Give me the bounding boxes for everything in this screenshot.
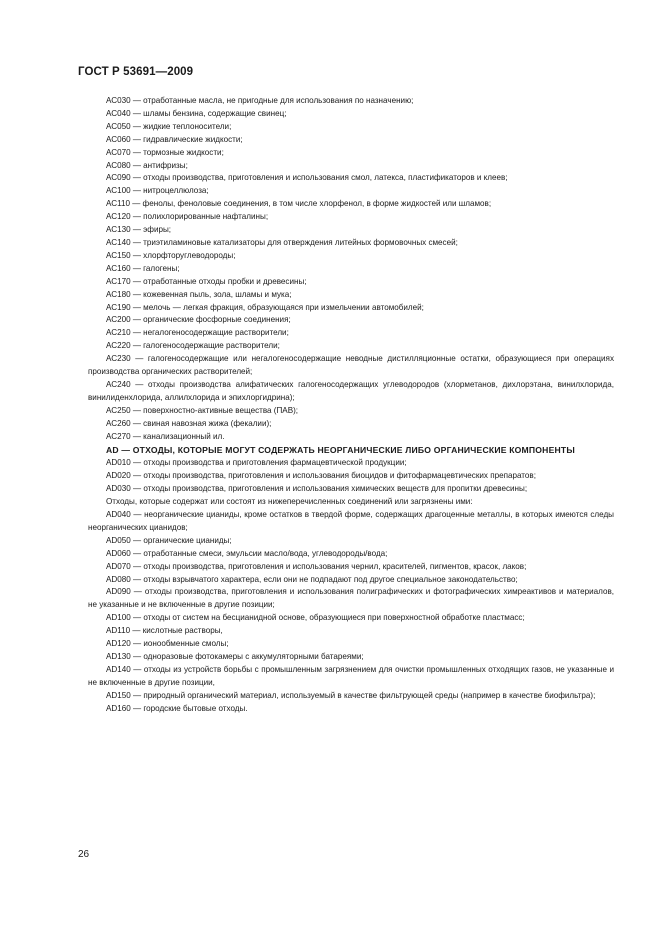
entry-ad120: AD120 — ионообменные смолы; (106, 639, 229, 649)
entry-ac240: АС240 — отходы производства алифатических галогеносодержащих углеводородов (хлорметанов, дихлорэтана, винилхлорида, винилиденхлорида, аллилхлорида и эпихлоргидрина); (88, 379, 614, 402)
entry-ac130: АС130 — эфиры; (106, 225, 172, 235)
entry-ac070: АС070 — тормозные жидкости; (106, 147, 224, 157)
page-header: ГОСТ Р 53691—2009 (78, 66, 194, 78)
entry-ac250: АС250 — поверхностно-активные вещества (ПАВ); (106, 405, 299, 415)
entry-ad070: AD070 — отходы производства, приготовления и использования чернил, красителей, пигментов, красок, лаков; (106, 561, 527, 571)
entry-ac060: АС060 — гидравлические жидкости; (106, 134, 243, 144)
entry-ad060: AD060 — отработанные смеси, эмульсии масло/вода, углеводороды/вода; (106, 548, 388, 558)
entry-ac230: АС230 — галогеносодержащие или негалогеносодержащие неводные дистилляционные остатки, образующиеся при операциях производства органических растворителей; (88, 354, 614, 377)
entry-ac270: АС270 — канализационный ил. (106, 431, 225, 441)
entry-ac030: АС030 — отработанные масла, не пригодные для использования по назначению; (106, 96, 414, 105)
entry-ad130: AD130 — одноразовые фотокамеры с аккумуляторными батареями; (106, 651, 364, 661)
entry-ad030: AD030 — отходы производства, приготовления и использования химических веществ для пропитки древесины; (106, 484, 528, 494)
entry-ac260: АС260 — свиная навозная жижа (фекалии); (106, 418, 272, 428)
entry-ac160: АС160 — галогены; (106, 263, 180, 273)
entry-compounds-intro: Отходы, которые содержат или состоят из нижеперечисленных соединений или загрязнены ими: (106, 497, 473, 507)
entry-ac100: АС100 — нитроцеллюлоза; (106, 186, 209, 196)
entry-ad010: AD010 — отходы производства и приготовления фармацевтической продукции; (106, 458, 407, 468)
entry-ad140: AD140 — отходы из устройств борьбы с промышленным загрязнением для очистки промышленных отходящих газов, не указанные и не включенные в другие позиции, (88, 664, 614, 687)
entry-ad160: AD160 — городские бытовые отходы. (106, 703, 248, 713)
entry-ad040: AD040 — неорганические цианиды, кроме остатков в твердой форме, содержащих драгоценные металлы, в которых имеются следы неорганических цианидов; (88, 510, 614, 532)
entry-ac170: АС170 — отработанные отходы пробки и древесины; (106, 276, 307, 286)
entry-ad100: AD100 — отходы от систем на бесцианидной основе, образующиеся при поверхностной обработке пластмасс; (106, 613, 525, 623)
entry-ac190: АС190 — мелочь — легкая фракция, образующаяся при измельчении автомобилей; (106, 302, 424, 312)
entry-ad090: AD090 — отходы производства, приготовления и использования полиграфических и фотографических химреактивов и материалов, не указанные и не включенные в другие позиции; (88, 587, 614, 610)
section-heading-ad: AD — ОТХОДЫ, КОТОРЫЕ МОГУТ СОДЕРЖАТЬ НЕОРГАНИЧЕСКИЕ ЛИБО ОРГАНИЧЕСКИЕ КОМПОНЕНТЫ (106, 445, 575, 456)
entry-ad110: AD110 — кислотные растворы, (106, 626, 223, 636)
entry-ac080: АС080 — антифризы; (106, 160, 188, 170)
entry-ad080: AD080 — отходы взрывчатого характера, если они не подпадают под другое специальное законодательство; (106, 574, 518, 584)
page-number: 26 (78, 849, 90, 860)
entry-ad050: AD050 — органические цианиды; (106, 535, 232, 545)
entry-ac120: АС120 — полихлорированные нафталины; (106, 212, 269, 222)
entry-ad150: AD150 — природный органический материал, используемый в качестве фильтрующей среды (например в качестве биофильтра); (106, 690, 596, 700)
entry-ac140: АС140 — триэтиламиновые катализаторы для отверждения литейных формовочных смесей; (106, 237, 458, 247)
entry-ac090: АС090 — отходы производства, приготовления и использования смол, латекса, пластификаторов и клеев; (106, 173, 508, 183)
document-body (88, 95, 614, 716)
entry-ac200: АС200 — органические фосфорные соединения; (106, 315, 291, 325)
entry-ad020: AD020 — отходы производства, приготовления и использования биоцидов и фитофармацевтических препаратов; (106, 471, 536, 481)
entry-ac050: АС050 — жидкие теплоносители; (106, 121, 232, 131)
entry-ac180: АС180 — кожевенная пыль, зола, шламы и мука; (106, 289, 292, 299)
entry-ac150: АС150 — хлорфторуглеводороды; (106, 250, 236, 260)
entry-ac040: АС040 — шламы бензина, содержащие свинец; (106, 108, 287, 118)
entry-ac220: АС220 — галогеносодержащие растворители; (106, 341, 280, 351)
entry-ac110: АС110 — фенолы, феноловые соединения, в том числе хлорфенол, в форме жидкостей или шламов; (106, 199, 492, 209)
entry-ac210: АС210 — негалогеносодержащие растворители; (106, 328, 289, 338)
